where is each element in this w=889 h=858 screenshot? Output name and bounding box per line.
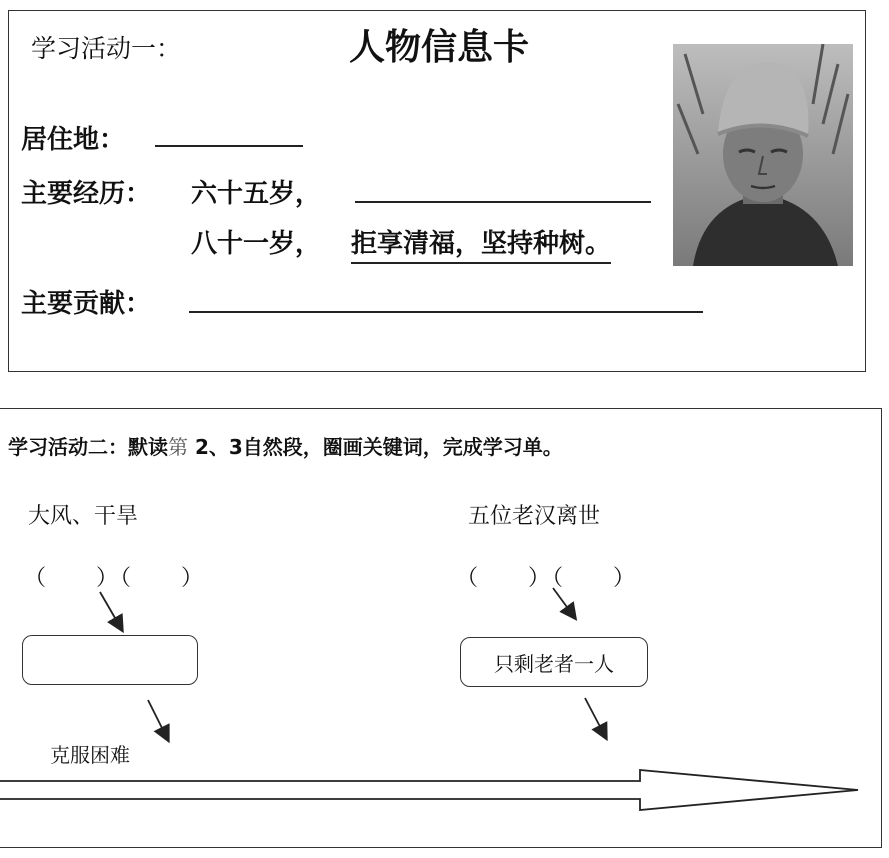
activity-two-light: 第 xyxy=(168,435,188,459)
left-down-arrow-1 xyxy=(100,592,122,630)
right-down-arrow-1 xyxy=(553,588,575,618)
activity-one-label: 学习活动一： xyxy=(31,34,182,63)
right-down-arrow-2 xyxy=(585,698,606,738)
activity-two-prefix: 学习活动二：默读 xyxy=(8,435,168,459)
right-result-box: 只剩老者一人 xyxy=(460,637,648,687)
left-down-arrow-2 xyxy=(148,700,168,740)
overcome-difficulty-label: 克服困难 xyxy=(50,743,130,767)
activity-two-rest: 2、3自然段，圈画关键词，完成学习单。 xyxy=(188,435,563,459)
left-heading: 大风、干旱 xyxy=(28,504,139,529)
residence-label: 居住地： xyxy=(21,125,126,155)
contribution-label: 主要贡献： xyxy=(21,289,152,319)
age-81-label: 八十一岁， xyxy=(191,229,322,259)
timeline-arrow xyxy=(0,770,858,810)
age-65-label: 六十五岁， xyxy=(191,179,322,209)
right-heading: 五位老汉离世 xyxy=(468,504,601,529)
right-keyword-blanks[interactable]: （ ）（ ） xyxy=(456,566,638,591)
experience-label: 主要经历： xyxy=(21,179,152,209)
left-keyword-blanks[interactable]: （ ）（ ） xyxy=(24,566,206,591)
card-title: 人物信息卡 xyxy=(349,27,530,68)
age-81-text: 拒享清福，坚持种树。 xyxy=(351,223,611,264)
